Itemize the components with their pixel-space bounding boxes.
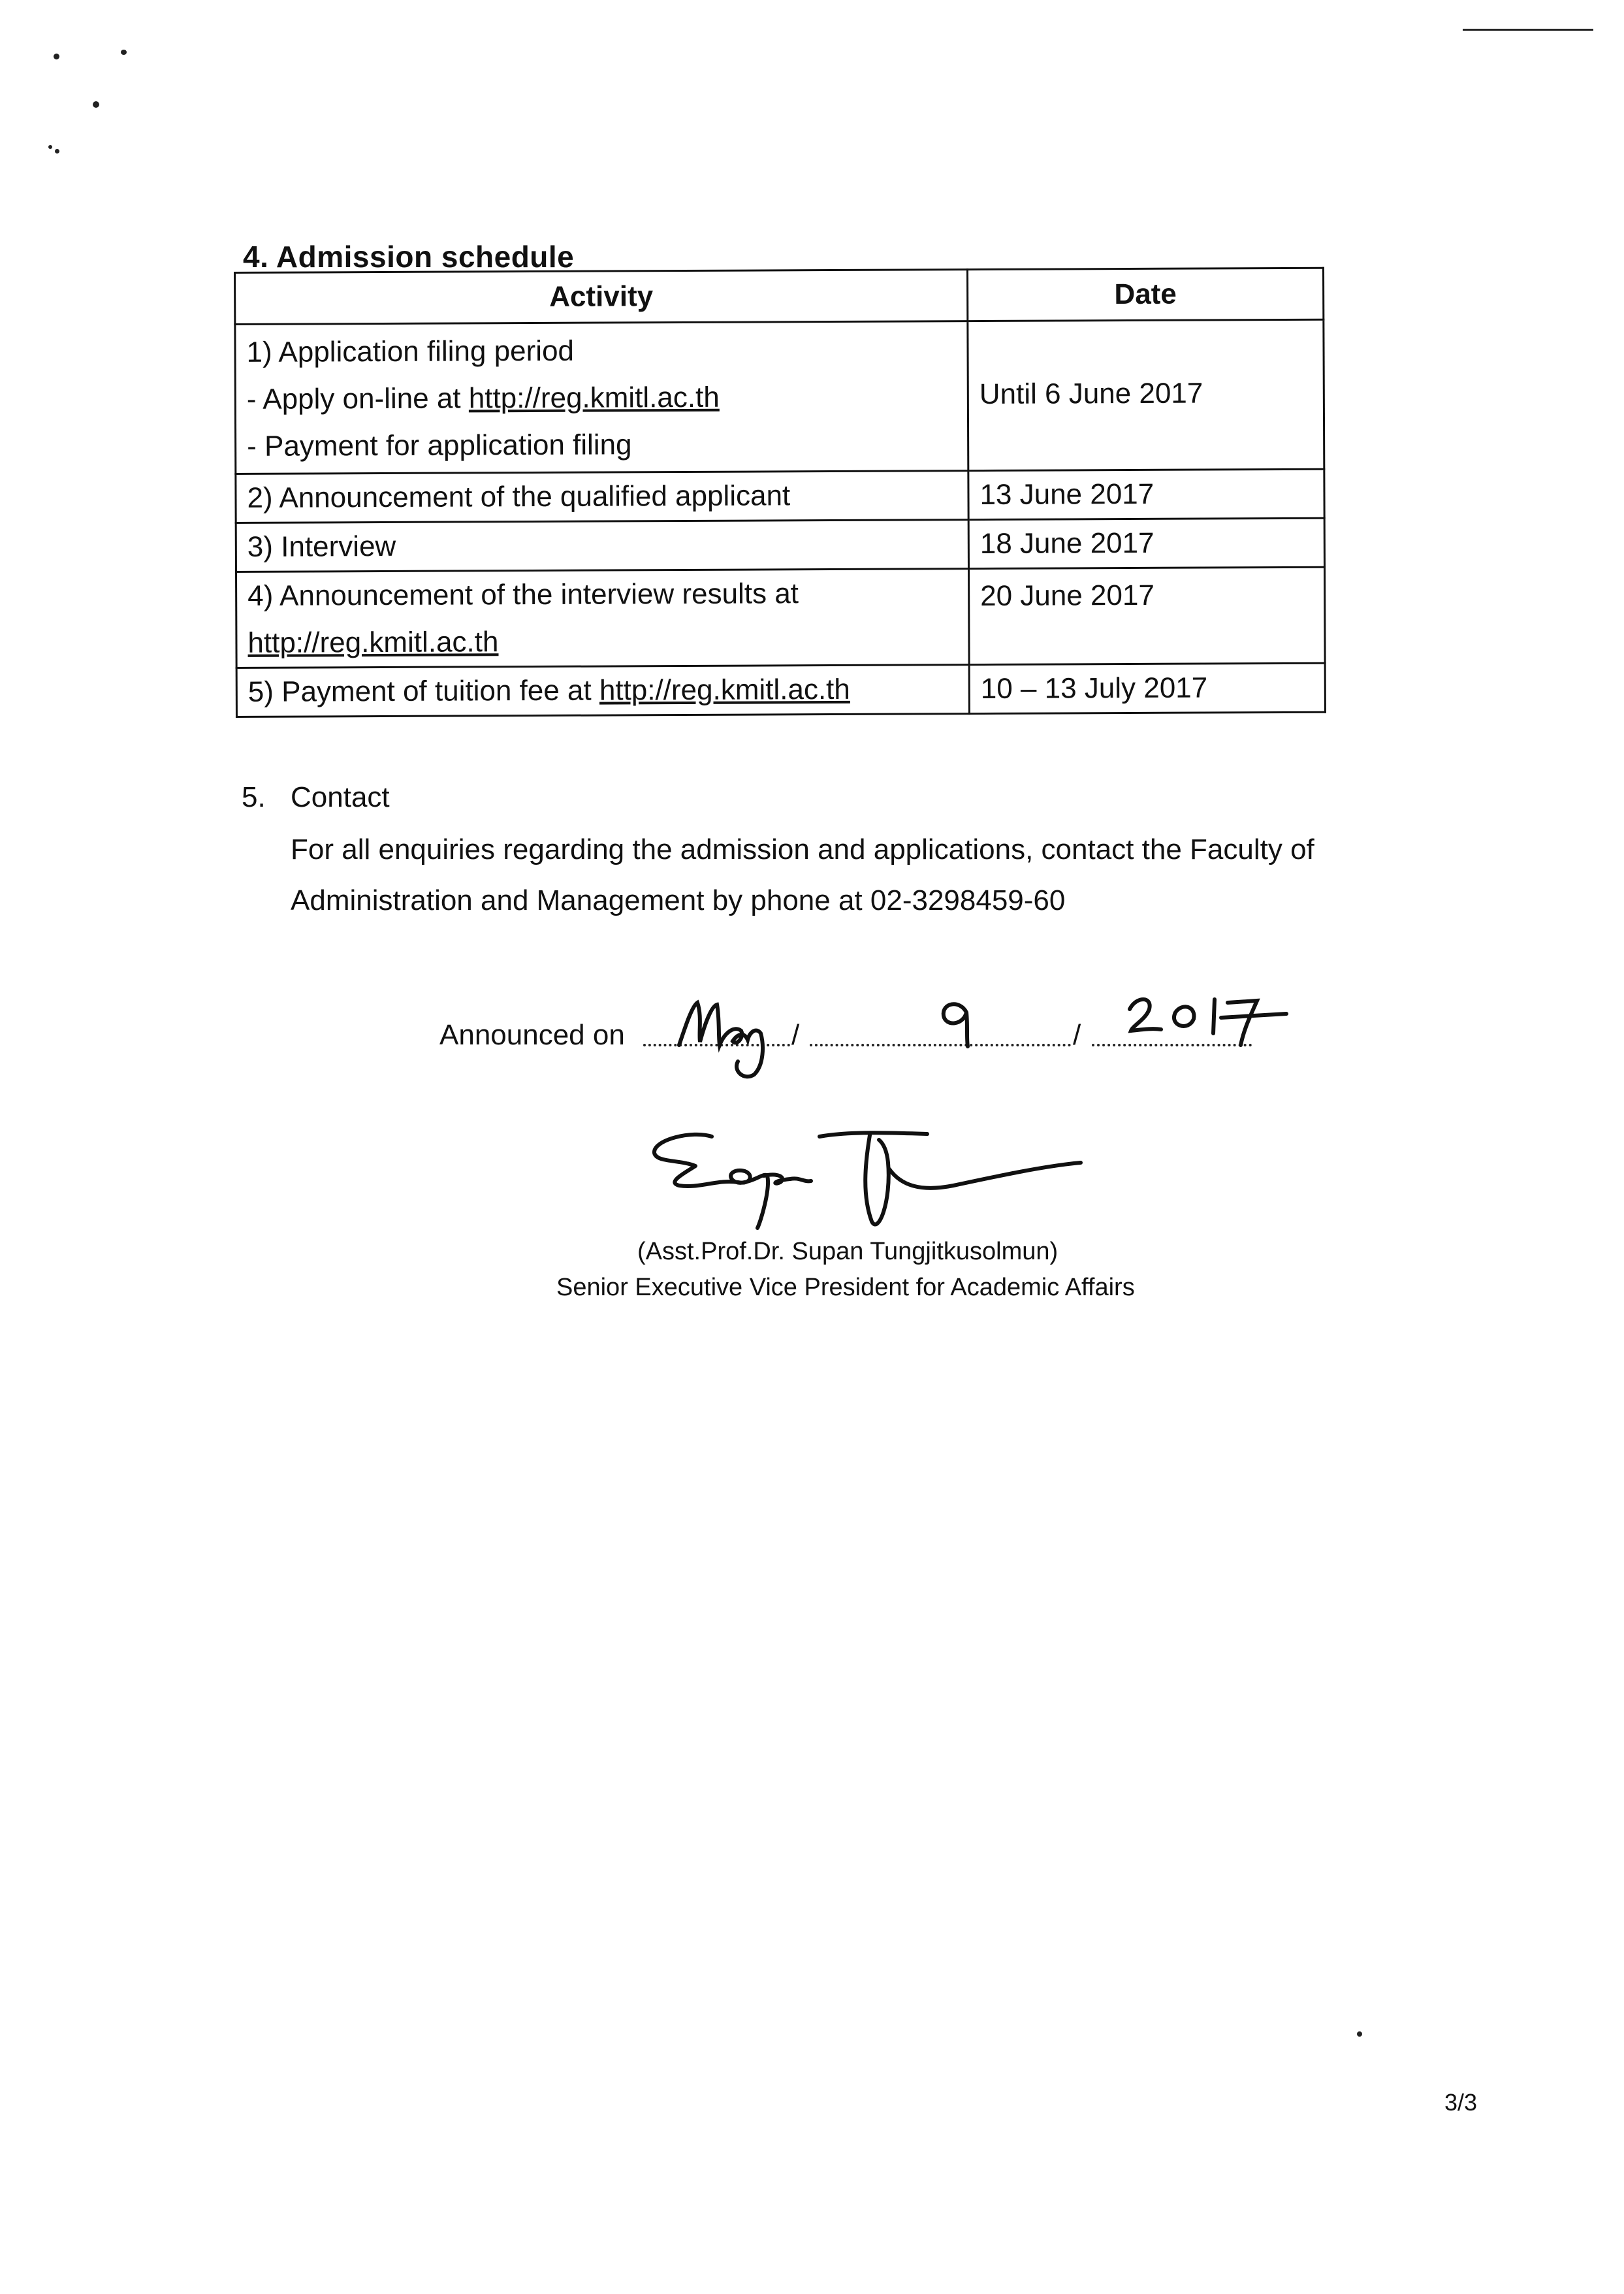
contact-text: [291, 824, 1401, 926]
date-cell: 13 June 2017: [968, 469, 1324, 519]
registration-link[interactable]: http://reg.kmitl.ac.th: [599, 673, 850, 707]
admission-schedule-table: [234, 267, 1326, 718]
contact-line: Administration and Management by phone at 02-3298459-60: [291, 884, 1066, 916]
date-cell: 18 June 2017: [968, 518, 1324, 568]
date-separator: /: [791, 1019, 800, 1051]
scan-speck: [1357, 2031, 1362, 2037]
scan-speck: [55, 149, 59, 153]
activity-text: - Payment for application filing: [247, 428, 632, 462]
section-heading: 4. Admission schedule: [243, 240, 575, 274]
scan-speck: [121, 50, 127, 55]
activity-text: 2) Announcement of the qualified applicant: [247, 479, 791, 514]
activity-cell: [236, 520, 968, 572]
top-rule: [1463, 29, 1593, 31]
activity-text: 4) Announcement of the interview results at: [247, 577, 799, 612]
activity-text: 5) Payment of tuition fee at: [247, 674, 599, 708]
registration-link[interactable]: http://reg.kmitl.ac.th: [247, 626, 499, 659]
table-row: [236, 518, 1324, 572]
table-row: [236, 663, 1325, 717]
activity-text: - Apply on-line at: [246, 382, 469, 415]
date-cell: Until 6 June 2017: [968, 319, 1324, 470]
table-row: [236, 469, 1324, 523]
scan-speck: [48, 145, 52, 149]
table-header-row: [235, 268, 1324, 324]
handwritten-day: [934, 986, 986, 1052]
column-header-date: Date: [967, 268, 1323, 321]
activity-cell: [235, 321, 968, 474]
date-cell: 10 – 13 July 2017: [969, 663, 1325, 713]
handwritten-month: [673, 986, 790, 1084]
page-number: 3/3: [1444, 2089, 1478, 2116]
table-row: [235, 319, 1324, 474]
activity-text: 3) Interview: [247, 530, 396, 563]
signature-image: [640, 1123, 1097, 1248]
activity-cell: [236, 569, 970, 668]
activity-text-line: [247, 373, 957, 423]
column-header-activity: Activity: [235, 270, 968, 325]
activity-text: 1) Application filing period: [246, 334, 575, 368]
activity-cell: [236, 471, 968, 523]
activity-cell: [236, 665, 969, 717]
contact-heading: Contact: [291, 781, 390, 813]
scan-speck: [93, 101, 99, 108]
scan-speck: [54, 54, 59, 59]
announced-on-label: Announced on: [439, 1019, 625, 1051]
signatory-title: Senior Executive Vice President for Academic Affairs: [556, 1274, 1135, 1301]
signatory-name: (Asst.Prof.Dr. Supan Tungjitkusolmun): [637, 1238, 1059, 1265]
date-cell: 20 June 2017: [968, 567, 1325, 664]
date-separator: /: [1073, 1019, 1081, 1051]
table-row: [236, 567, 1326, 668]
section-number: 5.: [242, 781, 266, 813]
handwritten-year: [1123, 980, 1293, 1052]
registration-link[interactable]: http://reg.kmitl.ac.th: [468, 381, 720, 415]
contact-line: For all enquiries regarding the admission and applications, contact the Faculty of: [291, 833, 1314, 865]
